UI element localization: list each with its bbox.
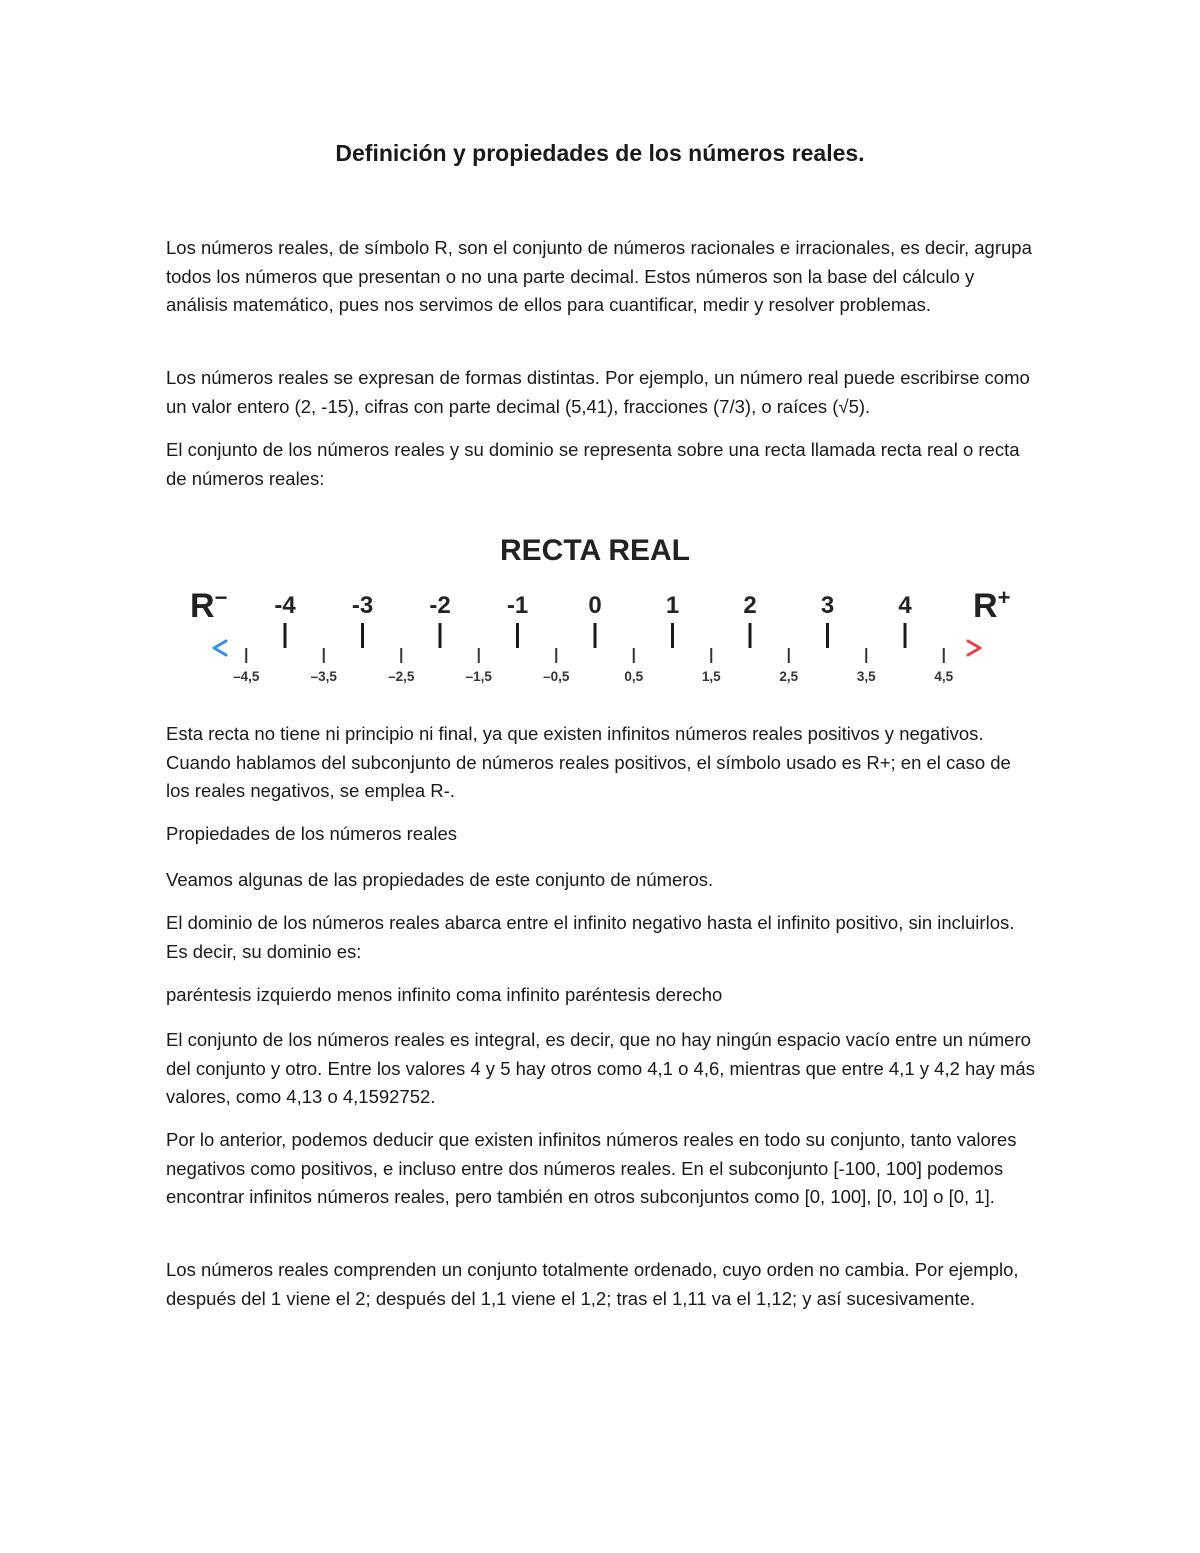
major-tick-label: -4 — [274, 592, 296, 619]
major-tick-label: 3 — [820, 592, 835, 619]
minor-tick-label: 1,5 — [701, 669, 721, 684]
minor-tick-label: 4,5 — [934, 669, 954, 684]
paragraph-properties-intro: Veamos algunas de las propiedades de este conjunto de números. — [166, 869, 714, 890]
major-tick-label: -3 — [351, 592, 374, 619]
r-minus-label-symbol: R — [190, 587, 215, 625]
paragraph-integral: El conjunto de los números reales es integral, es decir, que no hay ningún espacio vacío entre un número del conjunto y otro. Entre los valores 4 y 5 hay otros como 4,1 o 4,6, mientras que entre 4,1 y 4,2 hay más valores, como 4,13 o 4,1592752. — [166, 1029, 1035, 1108]
minor-tick-label: –0,5 — [543, 669, 570, 684]
real-number-line-figure — [180, 525, 1030, 700]
r-plus-label — [973, 585, 1010, 625]
major-tick-label: 1 — [665, 592, 680, 619]
minor-tick-label: –2,5 — [388, 669, 415, 684]
minor-tick-label: –3,5 — [310, 669, 337, 684]
major-tick-label: 0 — [588, 592, 602, 619]
minor-tick-label: 3,5 — [856, 669, 876, 684]
figure-title: RECTA REAL — [500, 534, 690, 567]
minor-tick-label: –4,5 — [233, 669, 260, 684]
paragraph-definition: Los números reales, de símbolo R, son el conjunto de números racionales e irracionales, es decir, agrupa todos los números que presentan o no una parte decimal. Estos números son la base del cálculo y análisis matemático, pues nos servimos de ellos para cuantificar, medir y resolver problemas. — [166, 237, 1032, 316]
r-minus-label-sign: − — [214, 585, 228, 610]
major-tick-label: 2 — [743, 592, 757, 619]
paragraph-no-start-end: Esta recta no tiene ni principio ni final, ya que existen infinitos números reales positivos y negativos. Cuando hablamos del subconjunto de números reales positivos, el símbolo usado es R+; en el caso de los reales negativos, se emplea R-. — [166, 723, 1011, 802]
r-plus-label-symbol: R — [973, 587, 998, 625]
paragraph-forms: Los números reales se expresan de formas distintas. Por ejemplo, un número real puede escribirse como un valor entero (2, -15), cifras con parte decimal (5,41), fracciones (7/3), o raíces (√5). — [166, 367, 1030, 417]
document-title: Definición y propiedades de los números reales. — [335, 140, 865, 166]
paragraph-recta-intro: El conjunto de los números reales y su dominio se representa sobre una recta llamada recta real o recta de números reales: — [166, 439, 1020, 489]
paragraph-domain: El dominio de los números reales abarca entre el infinito negativo hasta el infinito positivo, sin incluirlos. Es decir, su dominio es: — [166, 912, 1015, 962]
minor-tick-label: –1,5 — [465, 669, 492, 684]
number-line-svg — [180, 525, 1030, 700]
major-tick-label: -2 — [429, 592, 451, 619]
r-plus-label-sign: + — [997, 585, 1011, 610]
paragraph-domain-notation: paréntesis izquierdo menos infinito coma infinito paréntesis derecho — [166, 984, 723, 1005]
paragraph-ordered: Los números reales comprenden un conjunto totalmente ordenado, cuyo orden no cambia. Por ejemplo, después del 1 viene el 2; después del 1,1 viene el 1,2; tras el 1,11 va el 1,12; y así sucesivamente. — [166, 1259, 1019, 1309]
major-tick-label: -1 — [506, 592, 529, 619]
major-tick-label: 4 — [898, 592, 912, 619]
paragraph-infinite: Por lo anterior, podemos deducir que existen infinitos números reales en todo su conjunto, tanto valores negativos como positivos, e incluso entre dos números reales. En el subconjunto [-100, 100] podemos encontrar infinitos números reales, pero también en otros subconjuntos como [0, 100], [0, 10] o [0, 1]. — [166, 1129, 1017, 1208]
minor-tick-label: 2,5 — [779, 669, 799, 684]
r-minus-label — [190, 585, 227, 625]
minor-tick-label: 0,5 — [624, 669, 644, 684]
paragraph-properties-heading: Propiedades de los números reales — [166, 823, 458, 844]
